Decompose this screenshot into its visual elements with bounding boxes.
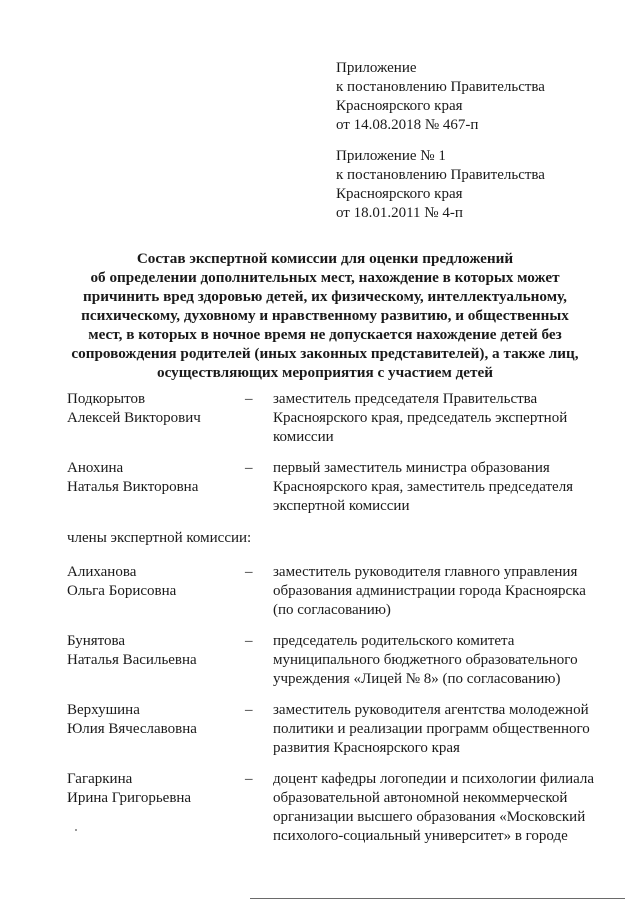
member-given-name: Наталья Васильевна	[67, 652, 197, 668]
member-role	[273, 459, 628, 516]
appendix-line: Приложение	[336, 60, 417, 76]
role-line: (по согласованию)	[273, 602, 391, 618]
role-line: учреждения «Лицей № 8» (по согласованию)	[273, 671, 561, 687]
member-name	[67, 390, 201, 428]
appendix-line: Красноярского края	[336, 98, 463, 114]
appendix-line: к постановлению Правительства	[336, 167, 545, 183]
appendix-line: Красноярского края	[336, 186, 463, 202]
role-line: развития Красноярского края	[273, 740, 460, 756]
title-line: Состав экспертной комиссии для оценки предложений	[136, 250, 514, 267]
title-line: об определении дополнительных мест, нахождение в которых может	[90, 269, 560, 286]
appendix-block-original	[336, 147, 545, 223]
appendix-line: от 18.01.2011 № 4-п	[336, 205, 463, 221]
member-surname: Бунятова	[67, 633, 126, 649]
dash-separator: –	[245, 633, 253, 649]
title-line: осуществляющих мероприятия с участием детей	[156, 364, 493, 381]
member-given-name: Ирина Григорьевна	[67, 790, 192, 806]
role-line: политики и реализации программ общественного	[273, 721, 590, 737]
role-line: экспертной комиссии	[273, 498, 410, 514]
dash-separator: –	[245, 771, 253, 787]
dash-separator: –	[245, 564, 253, 580]
member-surname: Подкорытов	[67, 391, 146, 407]
member-role	[273, 701, 628, 758]
dash-separator: –	[245, 702, 253, 718]
member-surname: Верхушина	[67, 702, 140, 718]
members-label: члены экспертной комиссии:	[67, 530, 252, 546]
role-line: Красноярского края, заместитель председателя	[273, 479, 574, 495]
member-given-name: Ольга Борисовна	[67, 583, 177, 599]
role-line: образовательной автономной некоммерческой	[273, 790, 568, 806]
title-line: мест, в которых в ночное время не допускается нахождение детей без	[88, 326, 562, 343]
document-title	[60, 249, 590, 382]
role-line: заместитель руководителя главного управления	[273, 564, 578, 580]
scan-speck	[75, 829, 77, 831]
role-line: муниципального бюджетного образовательного	[273, 652, 578, 668]
member-name	[67, 459, 198, 497]
role-line: первый заместитель министра образования	[273, 460, 550, 476]
dash-separator: –	[245, 391, 253, 407]
dash-separator: –	[245, 460, 253, 476]
appendix-line: к постановлению Правительства	[336, 79, 545, 95]
role-line: комиссии	[273, 429, 334, 445]
appendix-line: от 14.08.2018 № 467-п	[336, 117, 479, 133]
role-line: председатель родительского комитета	[273, 633, 515, 649]
role-line: заместитель председателя Правительства	[273, 391, 538, 407]
role-line: организации высшего образования «Московский	[273, 809, 586, 825]
member-surname: Анохина	[67, 460, 124, 476]
page-bottom-rule	[250, 898, 625, 899]
member-name	[67, 632, 197, 670]
title-line: причинить вред здоровью детей, их физическому, интеллектуальному,	[83, 288, 567, 305]
member-name	[67, 563, 176, 601]
role-line: психолого-социальный университет» в городе	[273, 828, 568, 844]
appendix-block-current	[336, 59, 545, 135]
member-role	[273, 390, 628, 447]
role-line: образования администрации города Красноярска	[273, 583, 586, 599]
member-name	[67, 770, 191, 808]
role-line: Красноярского края, председатель экспертной	[273, 410, 568, 426]
member-surname: Алиханова	[67, 564, 137, 580]
member-role	[273, 563, 628, 620]
member-role	[273, 770, 628, 846]
member-surname: Гагаркина	[67, 771, 133, 787]
title-line: психическому, духовному и нравственному развитию, и общественных	[81, 307, 569, 324]
member-given-name: Юлия Вячеславовна	[67, 721, 197, 737]
member-name	[67, 701, 197, 739]
appendix-line: Приложение № 1	[336, 148, 446, 164]
member-given-name: Наталья Викторовна	[67, 479, 199, 495]
member-role	[273, 632, 628, 689]
title-line: сопровождения родителей (иных законных представителей), а также лиц,	[71, 345, 579, 362]
role-line: доцент кафедры логопедии и психологии филиала	[273, 771, 595, 787]
role-line: заместитель руководителя агентства молодежной	[273, 702, 589, 718]
member-given-name: Алексей Викторович	[67, 410, 201, 426]
